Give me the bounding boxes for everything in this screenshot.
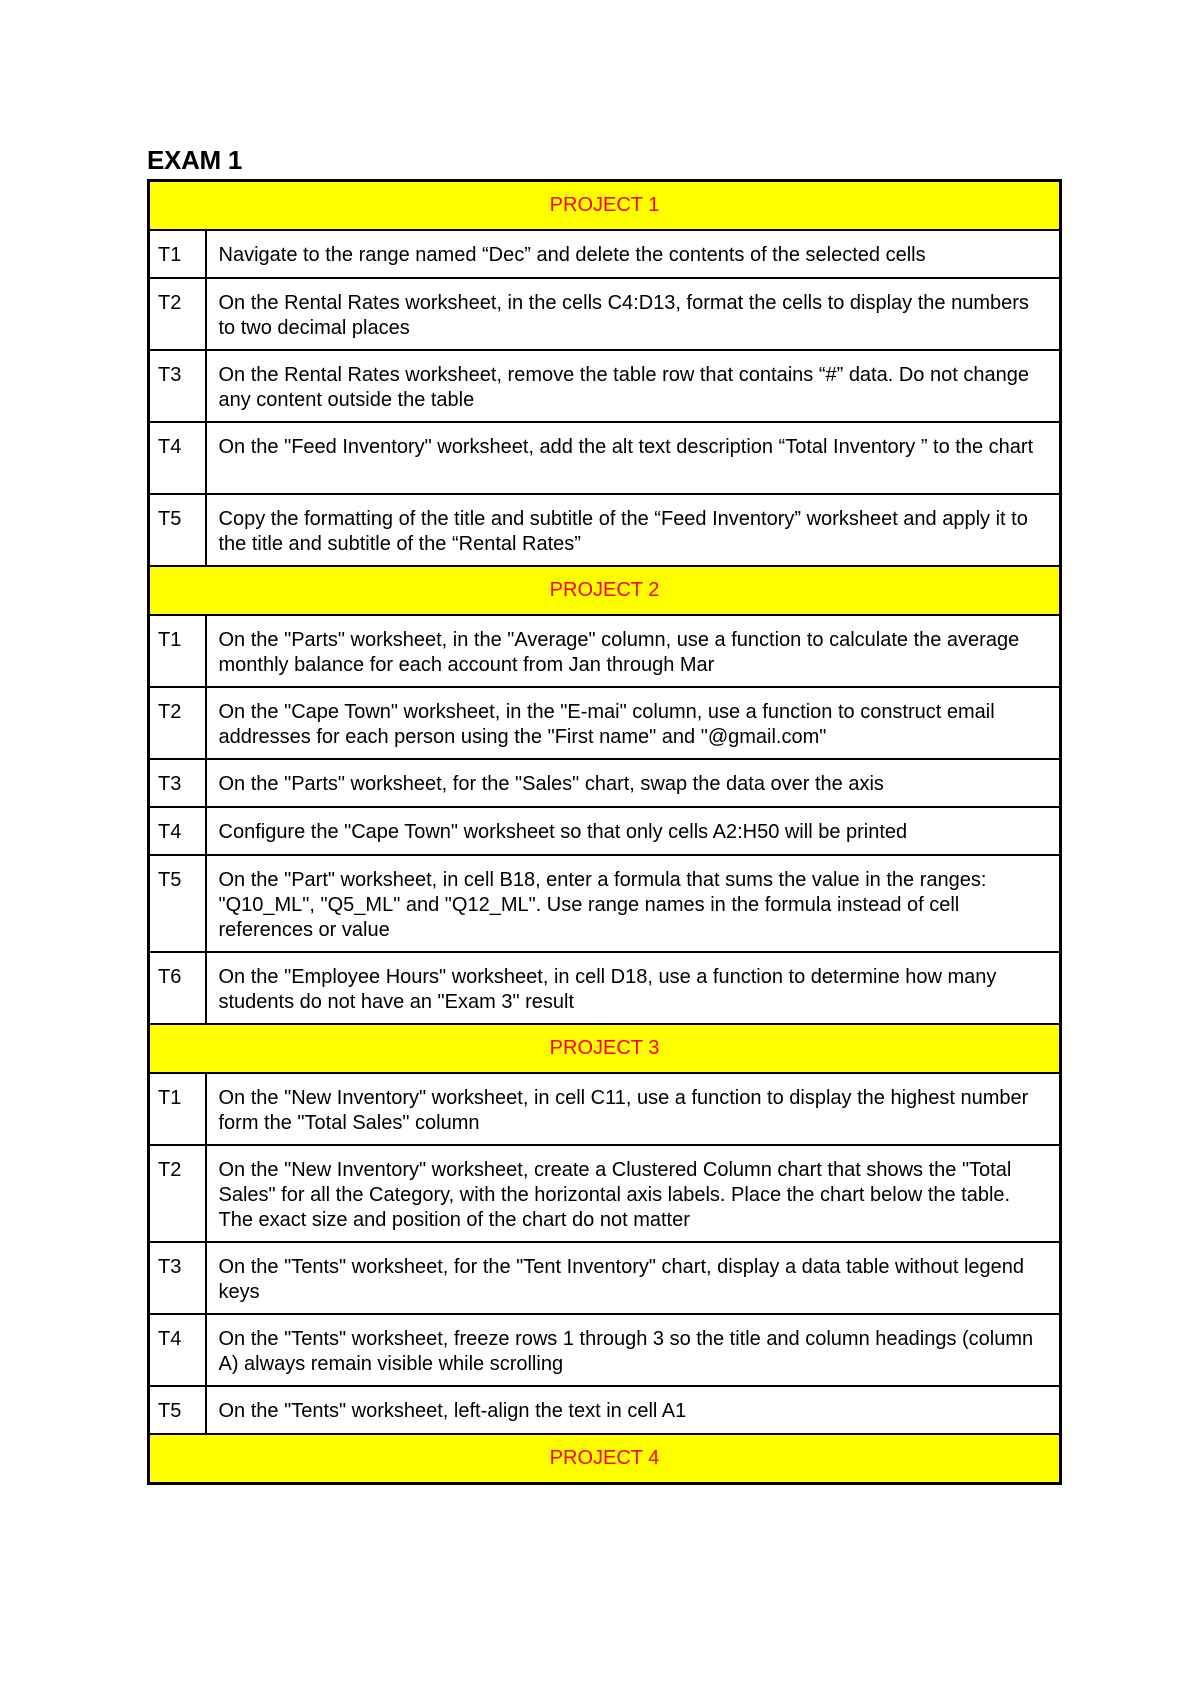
task-row xyxy=(149,952,1061,1024)
task-id: T3 xyxy=(149,759,206,807)
task-description: On the "New Inventory" worksheet, in cell C11, use a function to display the highest number form the "Total Sales" column xyxy=(206,1073,1061,1145)
task-description: Navigate to the range named “Dec” and delete the contents of the selected cells xyxy=(206,230,1061,278)
task-description: On the Rental Rates worksheet, in the cells C4:D13, format the cells to display the numbers to two decimal places xyxy=(206,278,1061,350)
task-row xyxy=(149,807,1061,855)
task-id: T2 xyxy=(149,278,206,350)
task-description: On the "Parts" worksheet, in the "Average" column, use a function to calculate the average monthly balance for each account from Jan through Mar xyxy=(206,615,1061,687)
project-title: PROJECT 3 xyxy=(149,1024,1061,1073)
task-id: T5 xyxy=(149,855,206,952)
task-row xyxy=(149,615,1061,687)
task-id: T5 xyxy=(149,1386,206,1434)
task-description: On the "Tents" worksheet, for the "Tent Inventory" chart, display a data table without legend keys xyxy=(206,1242,1061,1314)
task-description: On the "New Inventory" worksheet, create a Clustered Column chart that shows the "Total Sales" for all the Category, with the horizontal axis labels. Place the chart below the table. The exact size and position of the chart do not matter xyxy=(206,1145,1061,1242)
exam-title: EXAM 1 xyxy=(147,145,243,175)
project-header-row xyxy=(149,181,1061,231)
task-row xyxy=(149,1073,1061,1145)
task-id: T3 xyxy=(149,350,206,422)
task-row xyxy=(149,687,1061,759)
project-header-row xyxy=(149,566,1061,615)
task-description: Configure the "Cape Town" worksheet so that only cells A2:H50 will be printed xyxy=(206,807,1061,855)
task-description: On the Rental Rates worksheet, remove the table row that contains “#” data. Do not change any content outside the table xyxy=(206,350,1061,422)
project-header-row xyxy=(149,1024,1061,1073)
project-title: PROJECT 4 xyxy=(149,1434,1061,1484)
task-row xyxy=(149,350,1061,422)
exam-page xyxy=(147,145,1062,1485)
task-description: On the "Parts" worksheet, for the "Sales" chart, swap the data over the axis xyxy=(206,759,1061,807)
task-id: T4 xyxy=(149,807,206,855)
task-id: T5 xyxy=(149,494,206,566)
task-row xyxy=(149,278,1061,350)
project-header-row xyxy=(149,1434,1061,1484)
task-table xyxy=(147,179,1062,1485)
task-id: T1 xyxy=(149,615,206,687)
task-row xyxy=(149,230,1061,278)
project-title: PROJECT 2 xyxy=(149,566,1061,615)
task-row xyxy=(149,1145,1061,1242)
task-id: T4 xyxy=(149,422,206,494)
task-description: On the "Cape Town" worksheet, in the "E-mai" column, use a function to construct email addresses for each person using the "First name" and "@gmail.com" xyxy=(206,687,1061,759)
task-row xyxy=(149,422,1061,494)
project-title: PROJECT 1 xyxy=(149,181,1061,231)
task-id: T6 xyxy=(149,952,206,1024)
task-row xyxy=(149,759,1061,807)
task-description: On the "Feed Inventory" worksheet, add the alt text description “Total Inventory ” to the chart xyxy=(206,422,1061,494)
task-description: On the "Part" worksheet, in cell B18, enter a formula that sums the value in the ranges: "Q10_ML", "Q5_ML" and "Q12_ML". Use range names in the formula instead of cell references or value xyxy=(206,855,1061,952)
task-id: T4 xyxy=(149,1314,206,1386)
task-row xyxy=(149,494,1061,566)
task-id: T1 xyxy=(149,230,206,278)
task-row xyxy=(149,1386,1061,1434)
task-description: On the "Tents" worksheet, freeze rows 1 through 3 so the title and column headings (column A) always remain visible while scrolling xyxy=(206,1314,1061,1386)
task-id: T2 xyxy=(149,687,206,759)
task-row xyxy=(149,1314,1061,1386)
task-row xyxy=(149,855,1061,952)
task-description: On the "Tents" worksheet, left-align the text in cell A1 xyxy=(206,1386,1061,1434)
task-description: Copy the formatting of the title and subtitle of the “Feed Inventory” worksheet and apply it to the title and subtitle of the “Rental Rates” xyxy=(206,494,1061,566)
task-row xyxy=(149,1242,1061,1314)
task-id: T2 xyxy=(149,1145,206,1242)
task-description: On the "Employee Hours" worksheet, in cell D18, use a function to determine how many students do not have an "Exam 3" result xyxy=(206,952,1061,1024)
task-id: T3 xyxy=(149,1242,206,1314)
task-id: T1 xyxy=(149,1073,206,1145)
